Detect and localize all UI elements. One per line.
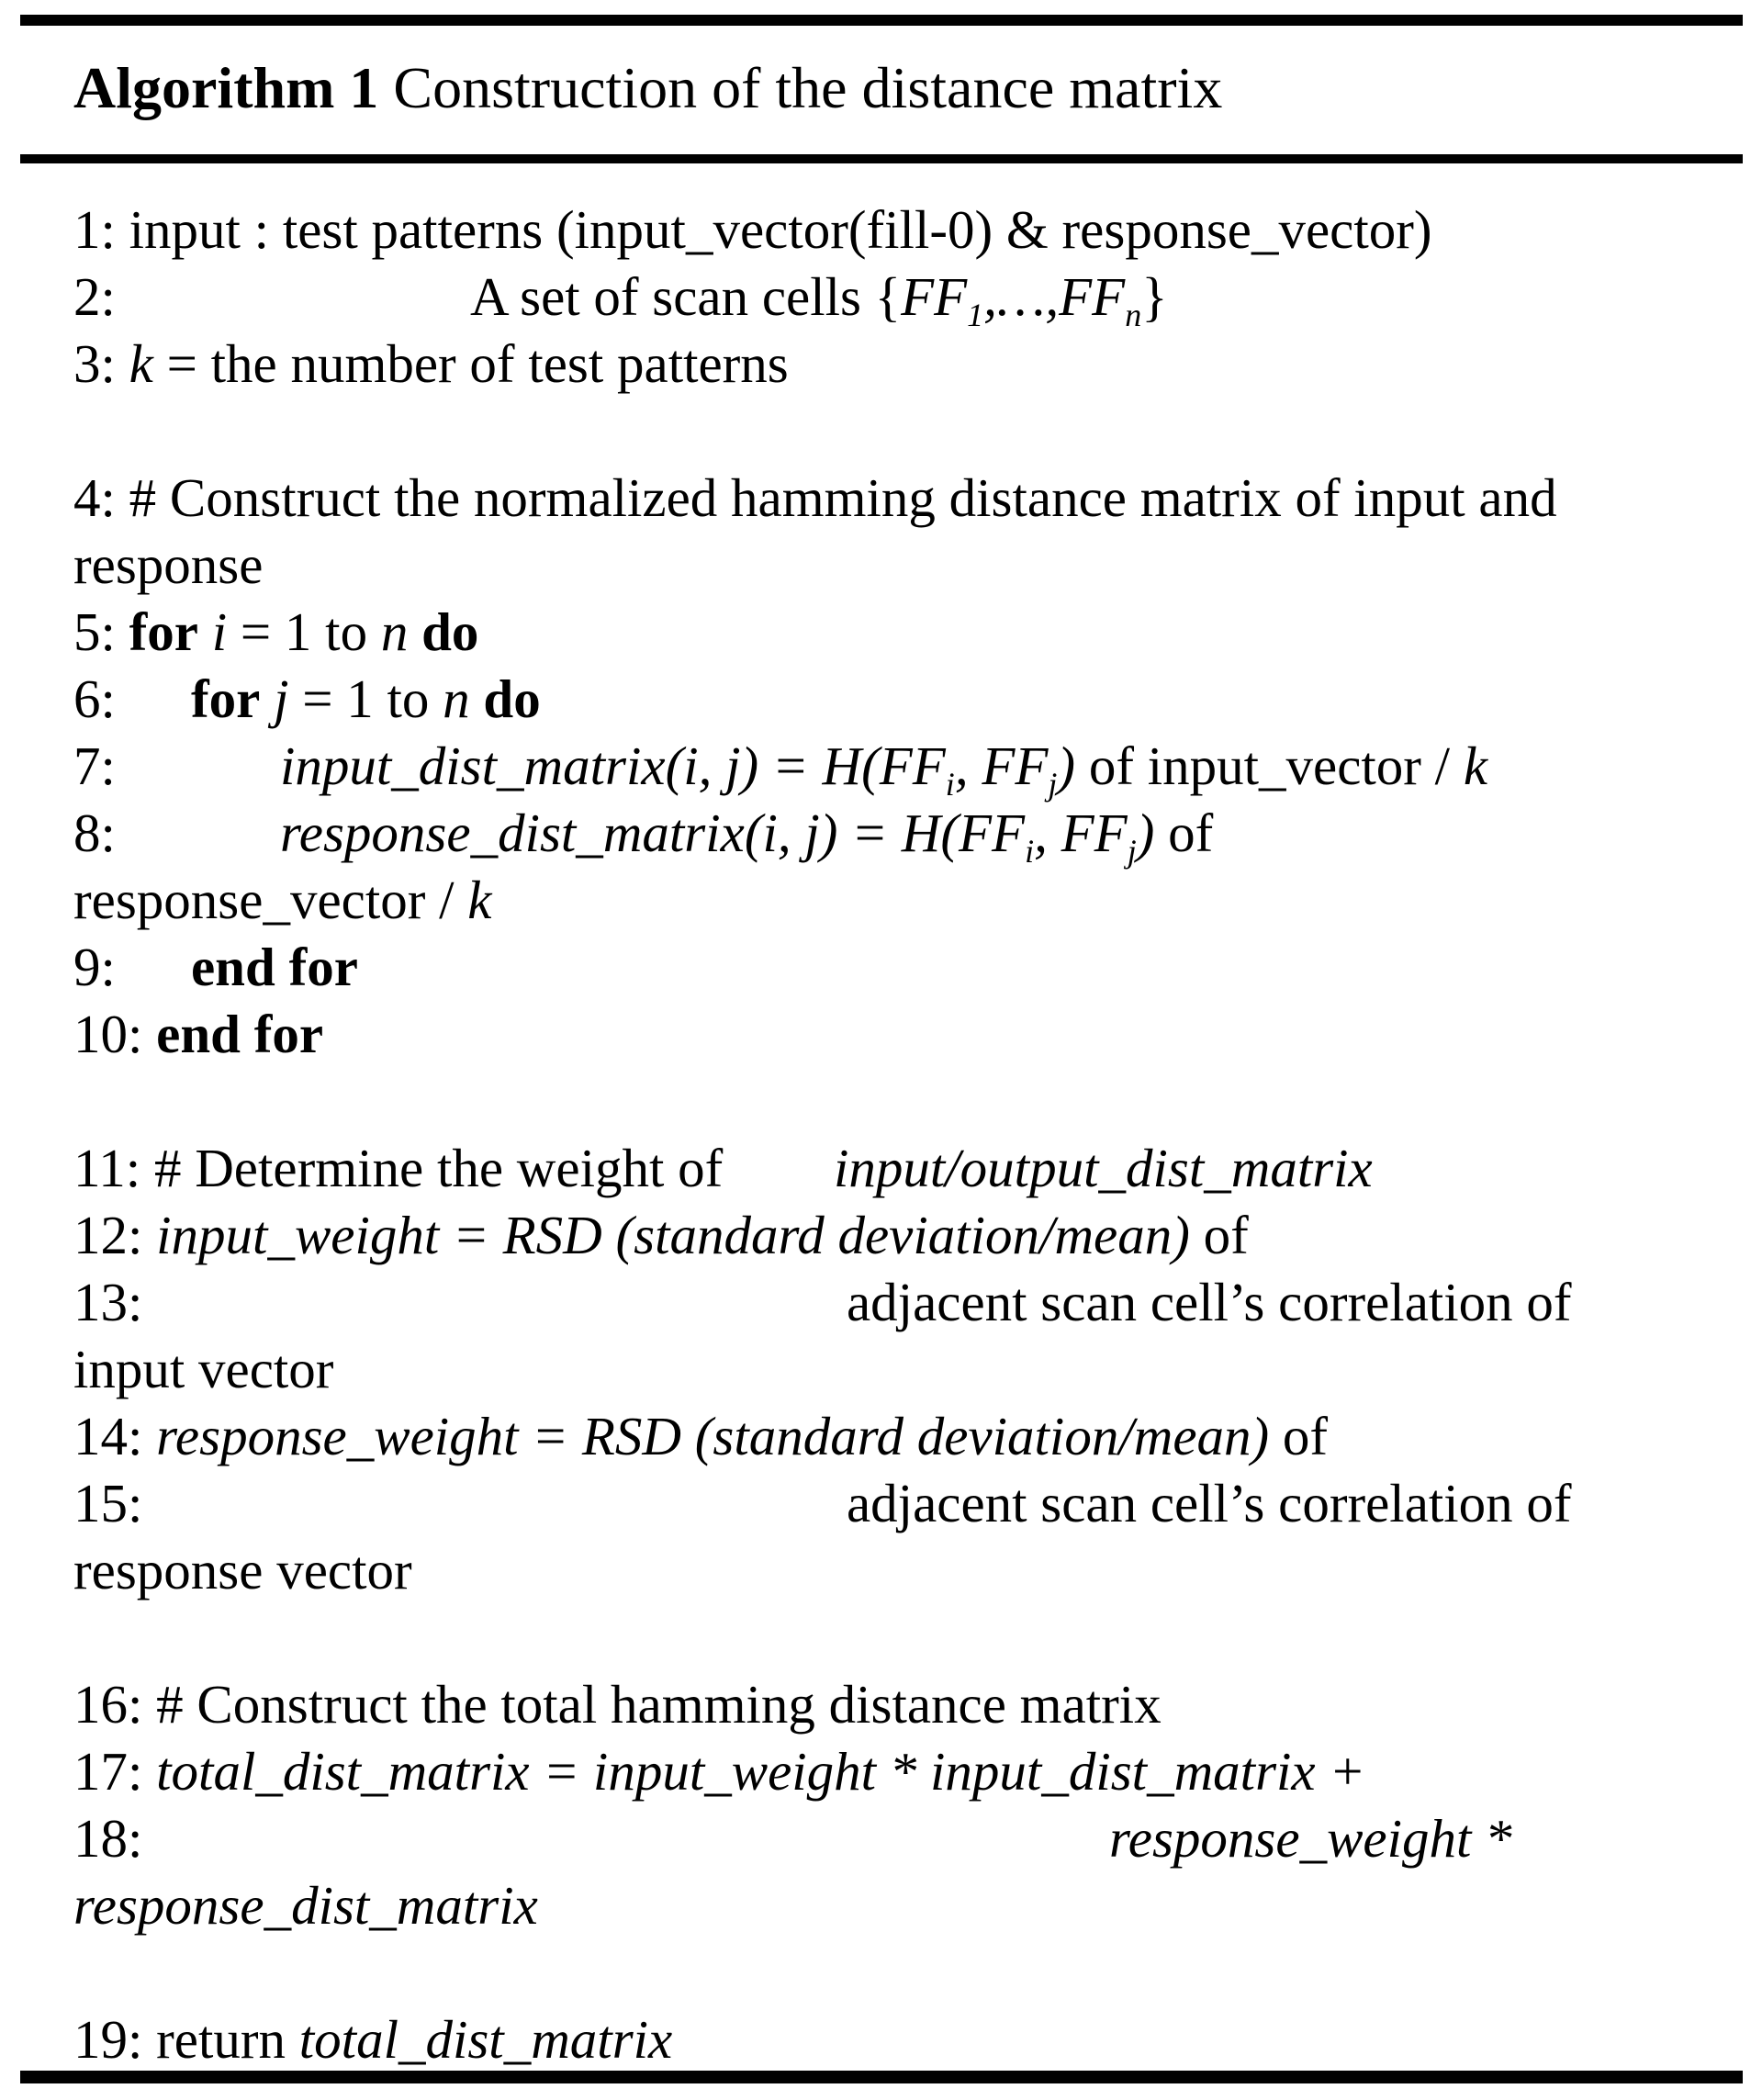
algo-line-1 bbox=[73, 197, 1432, 263]
line-11-expr: input/output_dist_matrix bbox=[834, 1138, 1373, 1198]
line-9-number: 9: bbox=[73, 937, 116, 997]
line-10-number: 10: bbox=[73, 1004, 157, 1064]
line-1-text: 1: input : test patterns (input_vector(fill-0) & response_vector) bbox=[73, 199, 1432, 260]
algorithm-caption bbox=[73, 51, 1222, 125]
algo-line-16 bbox=[73, 1671, 1162, 1737]
header-rule bbox=[20, 154, 1743, 163]
algo-line-8-cont bbox=[73, 867, 491, 933]
line-8-expr: response_dist_matrix(i, j) = H(FF bbox=[280, 803, 1026, 863]
subscript-j: j bbox=[1048, 766, 1058, 803]
close-paren: ) bbox=[1136, 803, 1155, 863]
bottom-rule bbox=[20, 2071, 1743, 2083]
var-i: i bbox=[211, 601, 228, 662]
algo-line-18-cont bbox=[73, 1872, 538, 1938]
keyword-end-for: end for bbox=[191, 937, 358, 997]
line-18-expr: response_weight * bbox=[1109, 1808, 1512, 1869]
algo-line-17 bbox=[73, 1738, 1365, 1804]
algo-line-3 bbox=[73, 331, 789, 397]
algo-line-4-cont bbox=[73, 532, 263, 598]
line-7-expr: input_dist_matrix(i, j) = H(FF bbox=[280, 736, 946, 796]
subscript-1: 1 bbox=[967, 297, 984, 333]
algo-line-9 bbox=[73, 934, 358, 1000]
line-19-text: 19: return bbox=[73, 2009, 299, 2070]
algo-line-19 bbox=[73, 2006, 672, 2072]
var-n: n bbox=[380, 601, 409, 662]
line-2-text: A set of scan cells { bbox=[470, 266, 902, 327]
range-text: = 1 to bbox=[288, 668, 443, 729]
line-5-number: 5: bbox=[73, 601, 129, 662]
var-k: k bbox=[1463, 736, 1488, 796]
keyword-end-for: end for bbox=[156, 1004, 324, 1064]
line-4-text: 4: # Construct the normalized hamming distance matrix of input and bbox=[73, 467, 1557, 528]
algorithm-label: Algorithm 1 bbox=[73, 55, 379, 120]
top-rule bbox=[20, 15, 1743, 26]
algorithm-title: Construction of the distance matrix bbox=[393, 55, 1223, 120]
algo-line-14 bbox=[73, 1403, 1328, 1469]
line-6-number: 6: bbox=[73, 668, 116, 729]
subscript-i: i bbox=[1025, 833, 1035, 870]
line-19-expr: total_dist_matrix bbox=[298, 2009, 673, 2070]
ff-symbol: FF bbox=[901, 266, 968, 327]
var-k: k bbox=[129, 333, 153, 394]
subscript-n: n bbox=[1125, 297, 1142, 333]
line-8-number: 8: bbox=[73, 803, 116, 863]
expr-sep: , FF bbox=[1034, 803, 1128, 863]
algo-line-13 bbox=[73, 1269, 1572, 1335]
keyword-do: do bbox=[483, 668, 541, 729]
algo-line-18 bbox=[73, 1805, 1512, 1871]
keyword-for: for bbox=[129, 601, 198, 662]
line-18-expr-cont: response_dist_matrix bbox=[73, 1875, 538, 1936]
algo-line-10 bbox=[73, 1001, 323, 1067]
line-7-number: 7: bbox=[73, 736, 116, 796]
algo-line-2 bbox=[73, 264, 1168, 333]
line-17-expr: total_dist_matrix = input_weight * input_dist_matrix + bbox=[156, 1741, 1366, 1802]
var-j: j bbox=[274, 668, 289, 729]
algo-line-4 bbox=[73, 465, 1557, 531]
line-14-expr: response_weight = RSD (standard deviation/mean) bbox=[156, 1406, 1270, 1466]
line-7-text: of input_vector / bbox=[1075, 736, 1464, 796]
line-11-text: 11: # Determine the weight of bbox=[73, 1138, 724, 1198]
line-13-text-cont: input vector bbox=[73, 1339, 334, 1399]
line-17-number: 17: bbox=[73, 1741, 157, 1802]
line-3-text: = the number of test patterns bbox=[152, 333, 789, 394]
keyword-for: for bbox=[191, 668, 261, 729]
line-4-text-cont: response bbox=[73, 534, 264, 595]
algo-line-6 bbox=[73, 666, 541, 732]
line-16-text: 16: # Construct the total hamming distance matrix bbox=[73, 1674, 1162, 1735]
line-14-text: of bbox=[1269, 1406, 1329, 1466]
algo-line-15-cont bbox=[73, 1537, 412, 1603]
line-18-number: 18: bbox=[73, 1808, 143, 1869]
algo-line-12 bbox=[73, 1202, 1249, 1268]
line-3-number: 3: bbox=[73, 333, 129, 394]
algo-line-5 bbox=[73, 599, 478, 665]
expr-sep: , FF bbox=[954, 736, 1049, 796]
line-12-number: 12: bbox=[73, 1205, 157, 1265]
subscript-j: j bbox=[1127, 833, 1137, 870]
algo-line-13-cont bbox=[73, 1336, 333, 1402]
line-8-text-cont: response_vector / bbox=[73, 870, 468, 930]
line-13-number: 13: bbox=[73, 1272, 143, 1332]
line-12-text: of bbox=[1189, 1205, 1249, 1265]
var-n: n bbox=[443, 668, 470, 729]
subscript-i: i bbox=[945, 766, 955, 803]
algo-line-15 bbox=[73, 1470, 1572, 1536]
close-paren: ) bbox=[1057, 736, 1076, 796]
line-15-text: adjacent scan cell’s correlation of bbox=[847, 1473, 1572, 1533]
line-15-number: 15: bbox=[73, 1473, 143, 1533]
var-k: k bbox=[467, 870, 492, 930]
close-brace: } bbox=[1141, 266, 1168, 327]
line-14-number: 14: bbox=[73, 1406, 157, 1466]
line-8-text: of bbox=[1154, 803, 1214, 863]
line-2-number: 2: bbox=[73, 266, 116, 327]
ellipsis: ,…, bbox=[983, 266, 1060, 327]
line-13-text: adjacent scan cell’s correlation of bbox=[847, 1272, 1572, 1332]
range-text: = 1 to bbox=[227, 601, 381, 662]
line-15-text-cont: response vector bbox=[73, 1540, 412, 1600]
ff-symbol: FF bbox=[1059, 266, 1126, 327]
line-12-expr: input_weight = RSD (standard deviation/mean) bbox=[156, 1205, 1190, 1265]
algo-line-11 bbox=[73, 1135, 1373, 1201]
keyword-do: do bbox=[421, 601, 479, 662]
